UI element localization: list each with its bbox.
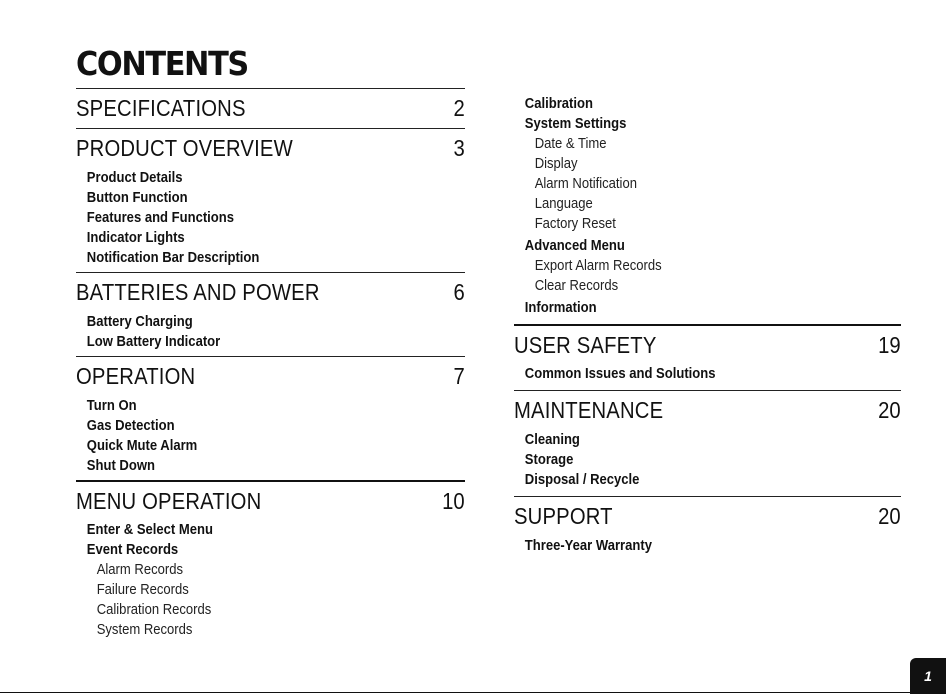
section-page-number: 6 [453,279,465,305]
toc-item[interactable]: Indicator Lights [86,230,185,246]
toc-subitem[interactable]: Alarm Notification [534,176,637,192]
toc-item[interactable]: Three-Year Warranty [524,538,652,554]
sub-list [514,364,901,390]
toc-subitem[interactable]: Display [534,156,578,172]
page-number-badge: 1 [910,658,946,694]
section-page-number: 19 [878,331,901,358]
toc-item[interactable]: Shut Down [86,458,155,474]
section-header[interactable] [76,480,465,520]
toc-item[interactable]: Turn On [86,398,137,414]
toc-item[interactable]: Product Details [86,170,183,186]
sub-list [76,396,465,480]
section-title: BATTERIES AND POWER [76,279,320,305]
toc-section-support [514,496,901,560]
toc-item[interactable]: Quick Mute Alarm [86,438,198,454]
toc-subitem[interactable]: Language [534,196,593,212]
sub-list [514,430,901,496]
section-header[interactable] [514,390,901,430]
toc-item[interactable]: Advanced Menu [524,238,625,254]
section-header[interactable] [76,272,465,312]
sub-list [76,520,465,644]
section-header[interactable] [76,128,465,168]
toc-item[interactable]: Notification Bar Description [86,250,260,266]
toc-section-product-overview [76,128,465,272]
section-title: SUPPORT [514,503,613,529]
toc-left-column [76,88,465,644]
toc-item[interactable]: Battery Charging [86,314,193,330]
section-title: SPECIFICATIONS [76,95,246,121]
sub-list [514,536,901,560]
section-page-number: 2 [453,95,465,121]
toc-subitem[interactable]: Clear Records [534,278,619,294]
section-title: OPERATION [76,363,196,389]
section-page-number: 10 [442,487,465,514]
section-header[interactable] [514,496,901,536]
toc-item[interactable]: System Settings [524,116,627,132]
toc-item[interactable]: Button Function [86,190,188,206]
toc-section-specifications [76,88,465,128]
toc-item[interactable]: Information [524,300,597,316]
toc-section-menu-operation [76,480,465,644]
footer-rule [0,692,946,693]
toc-item[interactable]: Cleaning [524,432,580,448]
toc-item[interactable]: Calibration [524,96,593,112]
toc-item[interactable]: Common Issues and Solutions [524,366,716,382]
section-title: MENU OPERATION [76,487,262,514]
toc-item[interactable]: Features and Functions [86,210,235,226]
toc-section-batteries-and-power [76,272,465,356]
toc-section-operation [76,356,465,480]
toc-section-maintenance [514,390,901,496]
toc-subitem[interactable]: Date & Time [534,136,607,152]
section-header[interactable] [76,88,465,128]
toc-right-column [514,94,901,560]
sub-list [76,312,465,356]
toc-subitem[interactable]: Alarm Records [96,562,184,578]
toc-item[interactable]: Low Battery Indicator [86,334,221,350]
toc-item[interactable]: Storage [524,452,574,468]
toc-item[interactable]: Disposal / Recycle [524,472,640,488]
section-page-number: 3 [453,135,465,161]
toc-subitem[interactable]: System Records [96,622,193,638]
section-page-number: 20 [878,397,901,423]
toc-subitem[interactable]: Calibration Records [96,602,212,618]
section-page-number: 7 [453,363,465,389]
section-title: USER SAFETY [514,331,657,358]
section-title: MAINTENANCE [514,397,664,423]
toc-subitem[interactable]: Export Alarm Records [534,258,662,274]
toc-subitem[interactable]: Failure Records [96,582,189,598]
sub-list [76,168,465,272]
toc-item[interactable]: Enter & Select Menu [86,522,213,538]
toc-item[interactable]: Event Records [86,542,179,558]
toc-section-user-safety [514,324,901,390]
toc-item[interactable]: Gas Detection [86,418,175,434]
page-title: CONTENTS [76,44,248,83]
section-page-number: 20 [878,503,901,529]
menu-operation-continued [514,94,901,324]
section-header[interactable] [514,324,901,364]
section-title: PRODUCT OVERVIEW [76,135,293,161]
toc-subitem[interactable]: Factory Reset [534,216,616,232]
section-header[interactable] [76,356,465,396]
